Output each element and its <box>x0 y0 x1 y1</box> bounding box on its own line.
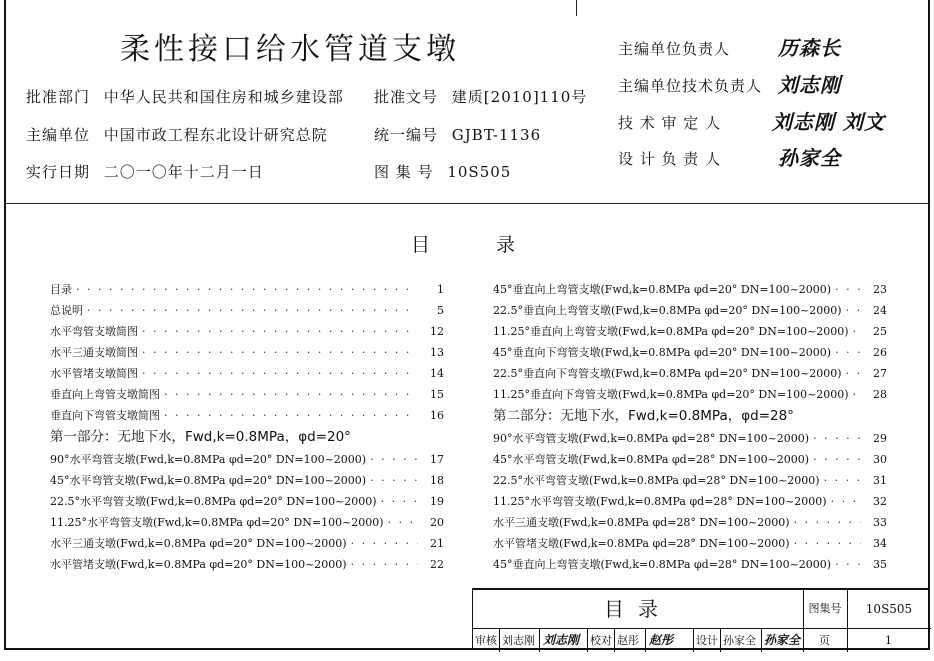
title-block-sep <box>587 629 588 652</box>
toc-entry-title: 22.5°水平弯管支墩(Fwd,k=0.8MPa φd=20° DN=100~2000) <box>50 495 377 508</box>
toc-leader-dots <box>351 554 418 575</box>
toc-leader-dots <box>370 449 418 470</box>
resp-signature-tech: 刘志刚 <box>778 73 841 97</box>
toc-entry <box>50 449 444 470</box>
toc-entry <box>493 342 887 363</box>
effective-date-label: 实行日期 <box>26 163 91 181</box>
toc-entry-page: 24 <box>873 304 887 317</box>
toc-entry-page: 27 <box>873 367 887 380</box>
title-block <box>472 588 930 650</box>
approval-department <box>26 86 344 107</box>
toc-entry-page: 14 <box>430 367 444 380</box>
effective-date <box>26 161 264 182</box>
approval-document <box>374 86 587 107</box>
title-block-name: 目录 <box>473 590 804 628</box>
toc-entry <box>50 363 444 384</box>
resp-signature-design: 孙家全 <box>778 146 841 170</box>
atlas-number-value: 10S505 <box>447 163 512 181</box>
title-block-sep <box>847 629 848 652</box>
title-block-checker-signature: 赵彤 <box>649 633 674 647</box>
toc-entry <box>493 279 887 300</box>
toc-leader-dots <box>846 300 861 321</box>
toc-entry-page: 26 <box>873 346 887 359</box>
toc-entry <box>50 384 444 405</box>
toc-entry-page: 35 <box>873 558 887 571</box>
toc-entry-title: 45°垂直向下弯管支墩(Fwd,k=0.8MPa φd=20° DN=100~2000) <box>493 346 832 359</box>
toc-entry-page: 12 <box>430 325 444 338</box>
toc-leader-dots <box>846 363 861 384</box>
unified-number-value: GJBT-1136 <box>451 126 542 144</box>
toc-leader-dots <box>853 384 861 405</box>
editor-unit-value: 中国市政工程东北设计研究总院 <box>103 126 328 144</box>
toc-entry-title: 水平管堵支墩(Fwd,k=0.8MPa φd=20° DN=100~2000) <box>50 558 347 571</box>
toc-entry-page: 23 <box>873 283 887 296</box>
atlas-title: 柔性接口给水管道支墩 <box>120 32 460 67</box>
toc-entry-title: 90°水平弯管支墩(Fwd,k=0.8MPa φd=20° DN=100~2000) <box>50 453 367 466</box>
toc-entry-title: 22.5°垂直向上弯管支墩(Fwd,k=0.8MPa φd=20° DN=100~2000) <box>493 304 842 317</box>
title-block-page-label: 页 <box>819 634 830 647</box>
toc-entry-title: 11.25°水平弯管支墩(Fwd,k=0.8MPa φd=28° DN=100~2000) <box>493 495 827 508</box>
toc-heading <box>0 230 934 257</box>
toc-leader-dots <box>142 321 418 342</box>
toc-entry-title: 11.25°垂直向上弯管支墩(Fwd,k=0.8MPa φd=20° DN=100~2000) <box>493 325 849 338</box>
toc-entry-title: 11.25°垂直向下弯管支墩(Fwd,k=0.8MPa φd=20° DN=100~2000) <box>493 388 849 401</box>
resp-signature-chief: 历森长 <box>778 36 841 60</box>
toc-entry-page: 32 <box>873 495 887 508</box>
toc-section-heading <box>50 426 444 449</box>
toc-entry-title: 22.5°水平弯管支墩(Fwd,k=0.8MPa φd=28° DN=100~2000) <box>493 474 820 487</box>
toc-leader-dots <box>835 342 861 363</box>
toc-leader-dots <box>87 300 418 321</box>
resp-role-design: 设 计 负 责 人 <box>618 150 722 168</box>
toc-entry-page: 22 <box>430 558 444 571</box>
toc-left-column <box>50 279 444 575</box>
toc-entry <box>50 533 444 554</box>
toc-entry <box>493 449 887 470</box>
toc-section-heading <box>493 405 887 428</box>
toc-leader-dots <box>853 321 861 342</box>
title-block-sep <box>761 629 762 652</box>
toc-heading-right: 录 <box>496 234 524 256</box>
toc-entry <box>50 300 444 321</box>
toc-entry-title: 水平管堵支墩简图 <box>50 367 138 380</box>
toc-entry <box>493 554 887 575</box>
toc-entry-page: 15 <box>430 388 444 401</box>
toc-entry-page: 25 <box>873 325 887 338</box>
resp-signature-review: 刘志刚 刘文 <box>772 110 885 134</box>
toc-entry-title: 垂直向上弯管支墩简图 <box>50 388 160 401</box>
toc-entry <box>493 491 887 512</box>
toc-entry-page: 28 <box>873 388 887 401</box>
toc-entry <box>50 321 444 342</box>
toc-entry-title: 水平弯管支墩简图 <box>50 325 138 338</box>
title-block-checker: 赵彤 <box>617 634 639 647</box>
title-block-page-no: 1 <box>885 634 892 647</box>
title-block-designer: 孙家全 <box>723 634 756 647</box>
title-block-sep <box>720 629 721 652</box>
toc-entry-title: 第二部分：无地下水，Fwd,k=0.8MPa，φd=28° <box>493 408 794 424</box>
title-block-designer-signature: 孙家全 <box>764 633 801 647</box>
title-block-review-label: 审核 <box>475 634 497 647</box>
resp-role-review: 技 术 审 定 人 <box>618 114 722 132</box>
editor-unit <box>26 124 328 145</box>
toc-entry-page: 18 <box>430 474 444 487</box>
toc-heading-left: 目 <box>410 234 438 256</box>
toc-entry <box>493 321 887 342</box>
toc-entry-page: 16 <box>430 409 444 422</box>
toc-entry-page: 1 <box>437 283 444 296</box>
toc-entry-title: 45°垂直向上弯管支墩(Fwd,k=0.8MPa φd=28° DN=100~2000) <box>493 558 832 571</box>
header-divider <box>4 203 930 204</box>
toc-entry-title: 45°垂直向上弯管支墩(Fwd,k=0.8MPa φd=20° DN=100~2000) <box>493 283 832 296</box>
toc-leader-dots <box>76 279 418 300</box>
toc-entry <box>50 405 444 426</box>
toc-entry <box>50 279 444 300</box>
toc-entry <box>50 342 444 363</box>
toc-leader-dots <box>835 554 861 575</box>
toc-entry-title: 水平三通支墩简图 <box>50 346 138 359</box>
toc-entry-title: 第一部分：无地下水，Fwd,k=0.8MPa，φd=20° <box>50 429 351 445</box>
toc-entry-page: 33 <box>873 516 887 529</box>
toc-leader-dots <box>831 491 861 512</box>
toc-entry-title: 90°水平弯管支墩(Fwd,k=0.8MPa φd=28° DN=100~2000) <box>493 432 810 445</box>
title-block-sep <box>645 629 646 652</box>
toc-leader-dots <box>142 342 418 363</box>
title-block-sep <box>693 629 694 652</box>
toc-entry <box>493 363 887 384</box>
toc-entry-title: 22.5°垂直向下弯管支墩(Fwd,k=0.8MPa φd=20° DN=100~2000) <box>493 367 842 380</box>
title-block-atlas-no: 10S505 <box>865 602 913 616</box>
title-block-reviewer-signature: 刘志刚 <box>543 633 580 647</box>
toc-leader-dots <box>813 428 861 449</box>
editor-unit-label: 主编单位 <box>26 126 91 144</box>
title-block-check-label: 校对 <box>590 634 612 647</box>
toc-entry-title: 水平三通支墩(Fwd,k=0.8MPa φd=20° DN=100~2000) <box>50 537 347 550</box>
toc-entry-title: 水平三通支墩(Fwd,k=0.8MPa φd=28° DN=100~2000) <box>493 516 790 529</box>
toc-leader-dots <box>794 533 861 554</box>
toc-entry <box>493 384 887 405</box>
toc-entry-page: 20 <box>430 516 444 529</box>
toc-entry <box>493 512 887 533</box>
toc-entry-title: 45°水平弯管支墩(Fwd,k=0.8MPa φd=28° DN=100~2000) <box>493 453 810 466</box>
toc-entry <box>50 512 444 533</box>
toc-leader-dots <box>813 449 861 470</box>
title-block-reviewer: 刘志刚 <box>502 634 535 647</box>
toc-entry <box>493 428 887 449</box>
approval-document-label: 批准文号 <box>374 88 439 106</box>
toc-entry-page: 19 <box>430 495 444 508</box>
toc-entry <box>50 491 444 512</box>
toc-entry-page: 34 <box>873 537 887 550</box>
toc-entry-page: 17 <box>430 453 444 466</box>
toc-entry <box>50 470 444 491</box>
approval-department-value: 中华人民共和国住房和城乡建设部 <box>103 88 344 106</box>
toc-leader-dots <box>164 384 418 405</box>
toc-entry-title: 垂直向下弯管支墩简图 <box>50 409 160 422</box>
atlas-number-label: 图 集 号 <box>374 163 434 181</box>
toc-entry <box>493 300 887 321</box>
toc-entry-page: 29 <box>873 432 887 445</box>
unified-number <box>374 124 541 145</box>
toc-entry <box>50 554 444 575</box>
toc-leader-dots <box>388 512 418 533</box>
toc-entry-page: 13 <box>430 346 444 359</box>
toc-leader-dots <box>835 279 861 300</box>
toc-leader-dots <box>370 470 418 491</box>
toc-entry-title: 总说明 <box>50 304 83 317</box>
toc-entry-title: 45°水平弯管支墩(Fwd,k=0.8MPa φd=20° DN=100~2000) <box>50 474 367 487</box>
resp-role-chief: 主编单位负责人 <box>618 40 731 58</box>
toc-right-column <box>493 279 887 575</box>
toc-entry-title: 目录 <box>50 283 72 296</box>
unified-number-label: 统一编号 <box>374 126 439 144</box>
resp-role-tech: 主编单位技术负责人 <box>618 77 763 95</box>
title-block-sep <box>539 629 540 652</box>
toc-entry-page: 5 <box>437 304 444 317</box>
approval-department-label: 批准部门 <box>26 88 91 106</box>
title-block-sep <box>614 629 615 652</box>
toc-entry-page: 30 <box>873 453 887 466</box>
title-block-sep <box>499 629 500 652</box>
toc-entry <box>493 533 887 554</box>
toc-entry-page: 31 <box>873 474 887 487</box>
toc-leader-dots <box>351 533 418 554</box>
toc-leader-dots <box>164 405 418 426</box>
toc-leader-dots <box>381 491 418 512</box>
toc-entry-title: 11.25°水平弯管支墩(Fwd,k=0.8MPa φd=20° DN=100~2000) <box>50 516 384 529</box>
toc-leader-dots <box>824 470 861 491</box>
approval-document-value: 建质[2010]110号 <box>451 88 588 106</box>
toc-leader-dots <box>794 512 861 533</box>
title-block-design-label: 设计 <box>696 634 718 647</box>
title-block-atlas-label: 图集号 <box>803 590 848 628</box>
title-block-sep <box>803 629 804 652</box>
effective-date-value: 二〇一〇年十二月一日 <box>103 163 264 181</box>
toc-entry <box>493 470 887 491</box>
toc-entry-page: 21 <box>430 537 444 550</box>
top-divider <box>576 0 577 16</box>
atlas-number <box>374 161 511 182</box>
toc-entry-title: 水平管堵支墩(Fwd,k=0.8MPa φd=28° DN=100~2000) <box>493 537 790 550</box>
toc-leader-dots <box>142 363 418 384</box>
